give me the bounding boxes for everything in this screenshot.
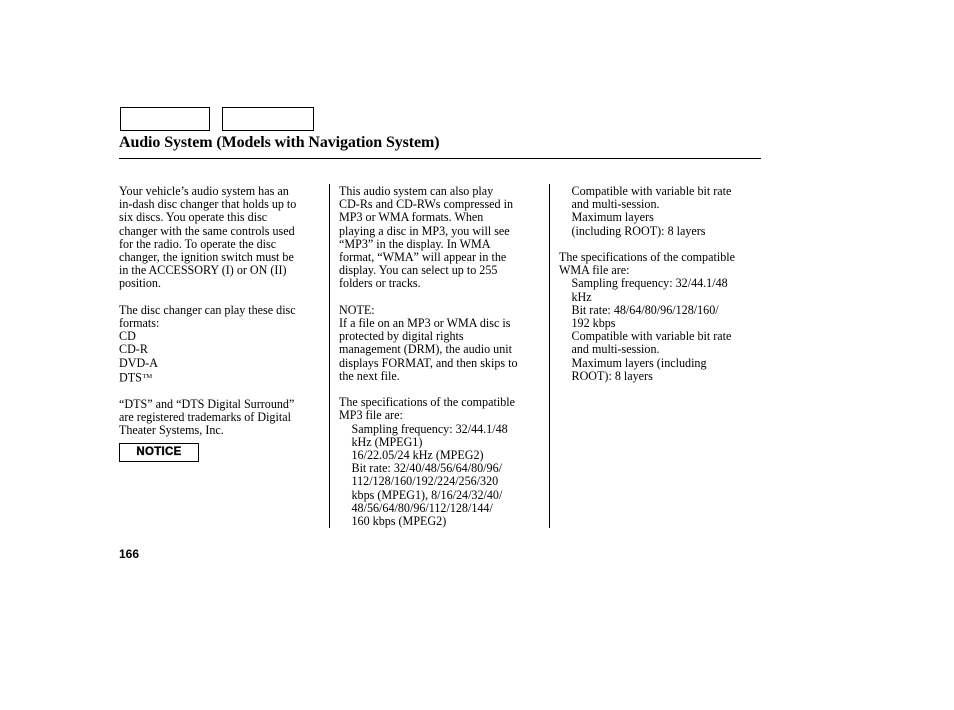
- mp3-sampling-frequency: Sampling frequency: 32/44.1/48 kHz (MPEG1) 16/22.05/24 kHz (MPEG2): [351, 421, 508, 463]
- wma-spec-intro: The specifications of the compatible WMA file are:: [559, 250, 735, 278]
- format-item-label: DTS: [119, 370, 142, 385]
- note-text: If a file on an MP3 or WMA disc is protected by digital rights management (DRM), the audio unit displays FORMAT, and then skips to the next file.: [339, 316, 518, 383]
- format-item: CD-R: [119, 342, 148, 357]
- notice-badge[interactable]: NOTICE: [119, 443, 199, 462]
- mp3-wma-intro: This audio system can also play CD-Rs and CD-RWs compressed in MP3 or WMA formats. When playing a disc in MP3, you will see “MP3” in the display. In WMA format, “WMA” will appear in the display. You can select up to 255 folders or tracks.: [339, 184, 514, 291]
- format-item: DVD-A: [119, 355, 158, 370]
- intro-paragraph: Your vehicle’s audio system has an in-dash disc changer that holds up to six discs. You operate this disc changer with the same controls used for the radio. To operate the disc changer, the ignition switch must be in the ACCESSORY (I) or ON (II) position.: [119, 184, 297, 291]
- nav-tab-box-left[interactable]: [120, 107, 210, 131]
- mp3-spec-intro: The specifications of the compatible MP3 file are:: [339, 395, 515, 423]
- text-column-3: [559, 185, 759, 383]
- trademark-mark: TM: [142, 372, 153, 380]
- title-divider: [119, 158, 761, 159]
- wma-sampling-frequency: Sampling frequency: 32/44.1/48 kHz: [571, 276, 728, 304]
- text-column-1: [119, 185, 327, 462]
- format-item-dts: [119, 370, 327, 385]
- text-column-2: [339, 185, 545, 528]
- mp3-bit-rate: Bit rate: 32/40/48/56/64/80/96/ 112/128/160/192/224/256/320 kbps (MPEG1), 8/16/24/32/40/ 48/56/64/80/96/112/128/144/ 160 kbps (MPEG2): [351, 461, 503, 529]
- formats-intro: The disc changer can play these disc formats:: [119, 302, 296, 331]
- spacer: [119, 385, 327, 398]
- format-list: [119, 330, 327, 384]
- wma-variable-bit-rate: Compatible with variable bit rate and multi-session.: [571, 329, 732, 357]
- mp3-max-layers: Maximum layers (including ROOT): 8 layers: [571, 210, 706, 238]
- nav-tab-box-right[interactable]: [222, 107, 314, 131]
- page-title: Audio System (Models with Navigation System): [119, 134, 440, 151]
- page-number: 166: [119, 547, 140, 561]
- column-divider-1: [329, 184, 330, 528]
- wma-bit-rate: Bit rate: 48/64/80/96/128/160/ 192 kbps: [571, 302, 719, 331]
- note-heading: NOTE:: [339, 302, 375, 317]
- wma-max-layers: Maximum layers (including ROOT): 8 layers: [571, 355, 707, 383]
- format-item: CD: [119, 329, 136, 344]
- column-divider-2: [549, 184, 550, 528]
- mp3-variable-bit-rate: Compatible with variable bit rate and multi-session.: [571, 184, 732, 212]
- trademark-note: “DTS” and “DTS Digital Surround” are registered trademarks of Digital Theater Systems, Inc.: [119, 396, 295, 438]
